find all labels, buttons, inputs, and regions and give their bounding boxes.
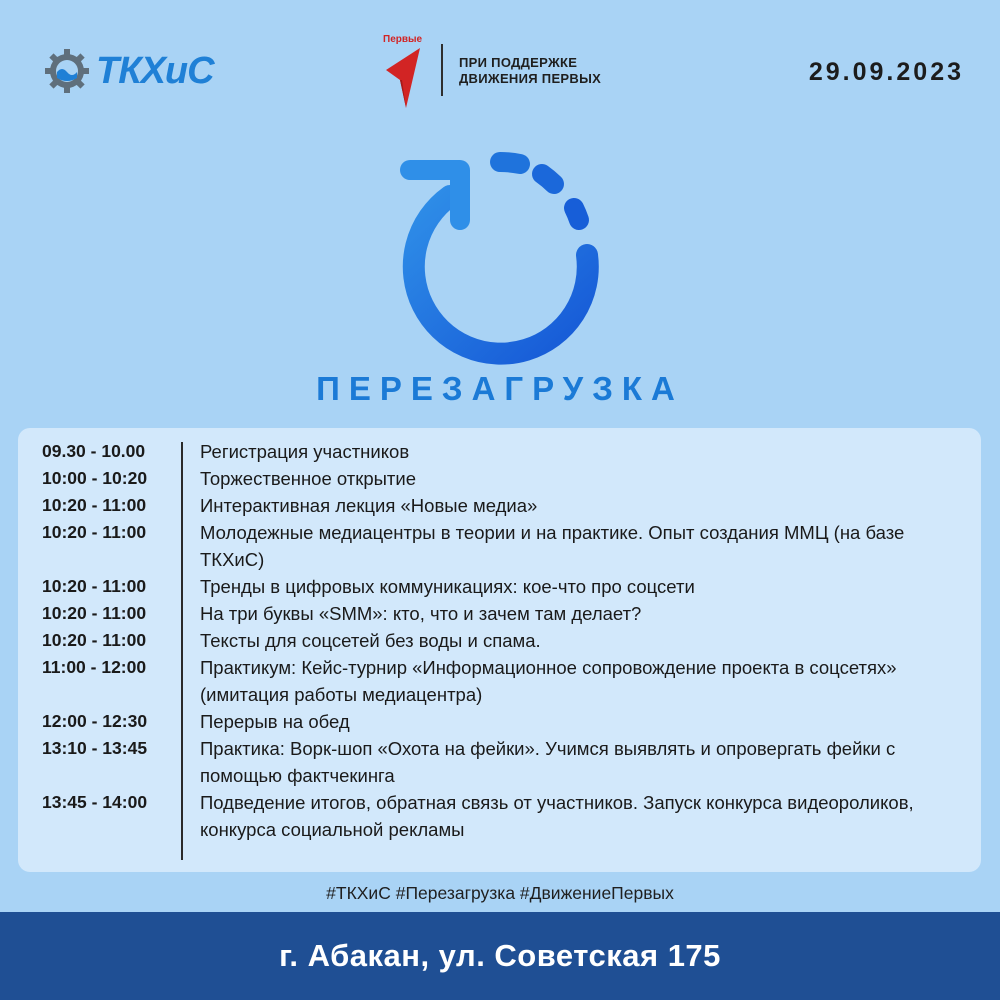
schedule-event: На три буквы «SMM»: кто, что и зачем там делает?: [200, 603, 642, 624]
schedule-row: [18, 573, 981, 600]
schedule-event: Подведение итогов, обратная связь от участников. Запуск конкурса видеороликов, конкурса социальной рекламы: [200, 792, 914, 840]
event-title: ПЕРЕЗАГРУЗКА: [316, 370, 684, 407]
schedule-event: Торжественное открытие: [200, 468, 417, 489]
schedule-time: 10:20 - 11:00: [42, 603, 147, 623]
schedule-event: Тексты для соцсетей без воды и спама.: [200, 630, 541, 651]
schedule-time: 10:00 - 10:20: [42, 468, 148, 488]
schedule-row: [18, 438, 981, 465]
org-name: ТКХиС: [96, 49, 214, 92]
schedule-time: 10:20 - 11:00: [42, 576, 147, 596]
schedule-row: [18, 735, 981, 789]
schedule-card: [18, 428, 981, 872]
address: г. Абакан, ул. Советская 175: [279, 938, 721, 973]
schedule-time: 13:10 - 13:45: [42, 738, 148, 758]
schedule-row: [18, 492, 981, 519]
pervye-logo-icon: [382, 46, 422, 110]
schedule-time: 11:00 - 12:00: [42, 657, 147, 677]
schedule-row: [18, 627, 981, 654]
schedule-event: Тренды в цифровых коммуникациях: кое-что про соцсети: [200, 576, 695, 597]
schedule-row: [18, 519, 981, 573]
schedule-event: Практикум: Кейс-турнир «Информационное сопровождение проекта в соцсетях» (имитация работы медиацентра): [200, 657, 897, 705]
schedule-row: [18, 789, 981, 843]
tkhis-logo: [44, 48, 214, 94]
hashtags: #ТКХиС #Перезагрузка #ДвижениеПервых: [326, 883, 674, 903]
footer-bar: [0, 912, 1000, 1000]
schedule-event: Перерыв на обед: [200, 711, 350, 732]
schedule-time: 13:45 - 14:00: [42, 792, 148, 812]
schedule-time: 10:20 - 11:00: [42, 630, 147, 650]
schedule-list: [18, 438, 981, 843]
schedule-event: Интерактивная лекция «Новые медиа»: [200, 495, 538, 516]
gear-logo-icon: [44, 48, 90, 94]
schedule-time: 09.30 - 10.00: [42, 441, 146, 461]
restart-arrow-icon: [390, 150, 610, 370]
schedule-event: Практика: Ворк-шоп «Охота на фейки». Учимся выявлять и опровергать фейки с помощью фактчекинга: [200, 738, 896, 786]
support-line-2: ДВИЖЕНИЯ ПЕРВЫХ: [459, 71, 602, 86]
schedule-row: [18, 600, 981, 627]
schedule-time: 10:20 - 11:00: [42, 522, 147, 542]
schedule-time: 10:20 - 11:00: [42, 495, 147, 515]
schedule-row: [18, 465, 981, 492]
support-text: [459, 55, 601, 87]
schedule-row: [18, 708, 981, 735]
pervye-label: Первые: [383, 34, 423, 45]
schedule-event: Регистрация участников: [200, 441, 410, 462]
event-date: 29.09.2023: [808, 58, 964, 86]
header-divider: [441, 44, 443, 96]
schedule-row: [18, 654, 981, 708]
support-line-1: ПРИ ПОДДЕРЖКЕ: [459, 55, 578, 70]
schedule-event: Молодежные медиацентры в теории и на практике. Опыт создания ММЦ (на базе ТКХиС): [200, 522, 905, 570]
pervye-logo: [378, 34, 428, 112]
schedule-time: 12:00 - 12:30: [42, 711, 148, 731]
